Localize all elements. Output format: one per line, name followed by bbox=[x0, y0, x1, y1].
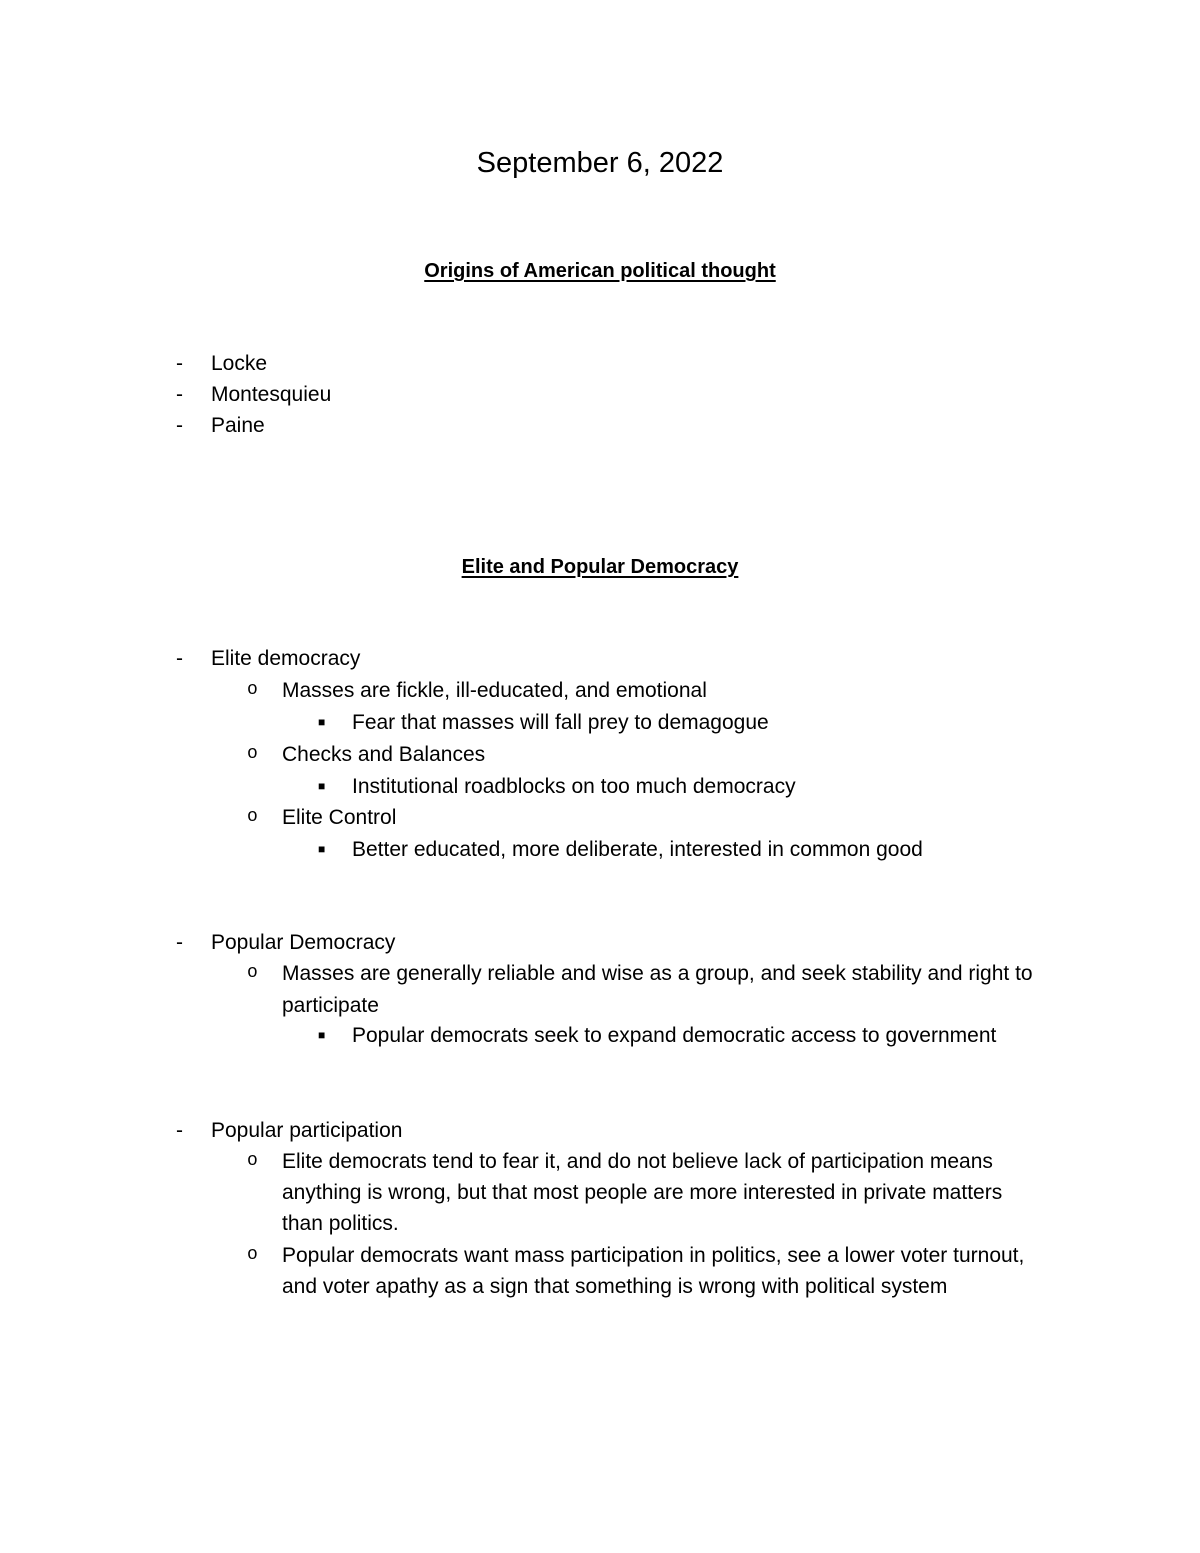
dash-bullet: - bbox=[176, 383, 183, 406]
sub-item-line: Elite democrats tend to fear it, and do not believe lack of participation means bbox=[282, 1150, 993, 1173]
square-bullet: ■ bbox=[318, 779, 326, 793]
square-bullet: ■ bbox=[318, 842, 326, 856]
square-bullet: ■ bbox=[318, 1028, 326, 1042]
detail-item: Better educated, more deliberate, interested in common good bbox=[352, 838, 923, 861]
list-item-elite-democracy: Elite democracy bbox=[211, 647, 361, 670]
sub-item-line: Popular democrats want mass participation in politics, see a lower voter turnout, bbox=[282, 1244, 1025, 1267]
sub-item-line: and voter apathy as a sign that something is wrong with political system bbox=[282, 1275, 948, 1298]
dash-bullet: - bbox=[176, 647, 183, 670]
sub-item-line: participate bbox=[282, 994, 379, 1017]
list-item-popular-participation: Popular participation bbox=[211, 1119, 403, 1142]
list-item: Locke bbox=[211, 352, 268, 375]
circle-bullet: o bbox=[247, 680, 258, 700]
square-bullet: ■ bbox=[318, 715, 326, 729]
sub-item: Elite Control bbox=[282, 806, 397, 829]
dash-bullet: - bbox=[176, 931, 183, 954]
document-date: September 6, 2022 bbox=[476, 147, 724, 179]
section-heading-democracy: Elite and Popular Democracy bbox=[461, 556, 739, 578]
detail-item: Institutional roadblocks on too much democracy bbox=[352, 775, 796, 798]
detail-item: Popular democrats seek to expand democratic access to government bbox=[352, 1024, 997, 1047]
sub-item: Checks and Balances bbox=[282, 743, 486, 766]
circle-bullet: o bbox=[247, 744, 258, 764]
detail-item: Fear that masses will fall prey to demagogue bbox=[352, 711, 769, 734]
sub-item-line: anything is wrong, but that most people are more interested in private matters bbox=[282, 1181, 1003, 1204]
dash-bullet: - bbox=[176, 414, 183, 437]
section-heading-origins: Origins of American political thought bbox=[424, 260, 776, 282]
dash-bullet: - bbox=[176, 1119, 183, 1142]
sub-item: Masses are fickle, ill-educated, and emotional bbox=[282, 679, 707, 702]
dash-bullet: - bbox=[176, 352, 183, 375]
sub-item-line: than politics. bbox=[282, 1212, 399, 1235]
sub-item-line: Masses are generally reliable and wise as a group, and seek stability and right to bbox=[282, 962, 1033, 985]
list-item-popular-democracy: Popular Democracy bbox=[211, 931, 396, 954]
circle-bullet: o bbox=[247, 1151, 258, 1171]
circle-bullet: o bbox=[247, 963, 258, 983]
list-item: Montesquieu bbox=[211, 383, 332, 406]
circle-bullet: o bbox=[247, 1245, 258, 1265]
list-item: Paine bbox=[211, 414, 265, 437]
circle-bullet: o bbox=[247, 807, 258, 827]
